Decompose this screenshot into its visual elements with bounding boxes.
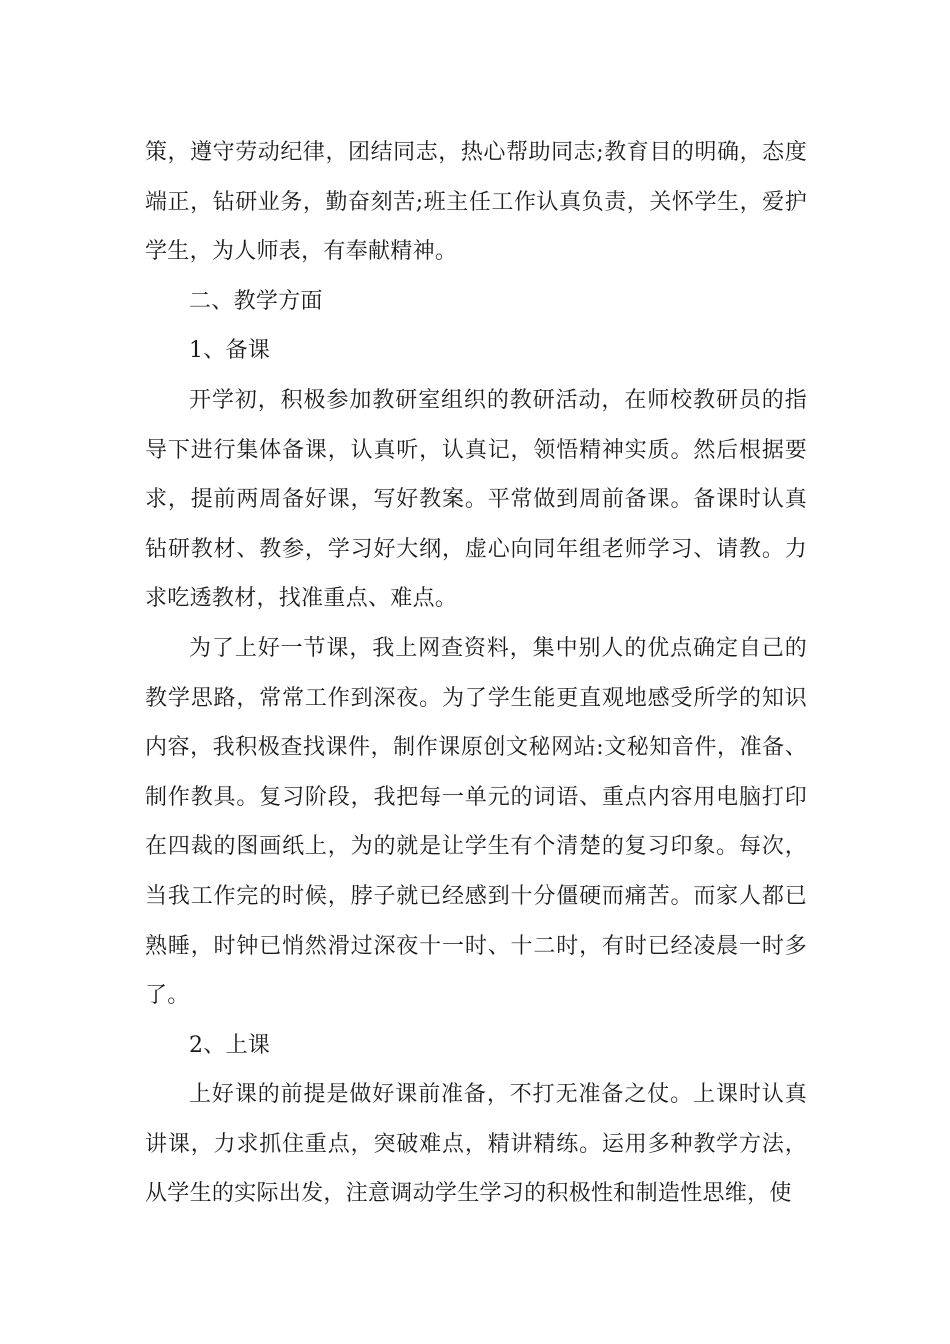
paragraph-class: 上好课的前提是做好课前准备，不打无准备之仗。上课时认真讲课，力求抓住重点，突破难点，精讲精练。运用多种教学方法，从学生的实际出发，注意调动学生学习的积极性和制造性思维，使 (145, 1082, 807, 1207)
paragraph-continuation: 策，遵守劳动纪律，团结同志，热心帮助同志;教育目的明确，态度端正，钻研业务，勤奋刻苦;班主任工作认真负责，关怀学生，爱护学生，为人师表，有奉献精神。 (145, 140, 807, 265)
document-body (145, 128, 807, 1219)
section-heading-teaching: 二、教学方面 (189, 288, 323, 314)
paragraph-lesson-prep: 开学初，积极参加教研室组织的教研活动，在师校教研员的指导下进行集体备课，认真听，认真记，领悟精神实质。然后根据要求，提前两周备好课，写好教案。平常做到周前备课。备课时认真钻研教材、教参，学习好大纲，虚心向同年组老师学习、请教。力求吃透教材，找准重点、难点。 (145, 387, 807, 612)
subheading-lesson-prep: 1、备课 (189, 338, 271, 364)
paragraph-materials: 为了上好一节课，我上网查资料，集中别人的优点确定自己的教学思路，常常工作到深夜。为了学生能更直观地感受所学的知识内容，我积极查找课件，制作课原创文秘网站:文秘知音件，准备、制作教具。复习阶段，我把每一单元的词语、重点内容用电脑打印在四裁的图画纸上，为的就是让学生有个清楚的复习印象。每次，当我工作完的时候，脖子就已经感到十分僵硬而痛苦。而家人都已熟睡，时钟已悄然滑过深夜十一时、十二时，有时已经凌晨一时多了。 (145, 635, 807, 1009)
subheading-class: 2、上课 (189, 1032, 271, 1058)
